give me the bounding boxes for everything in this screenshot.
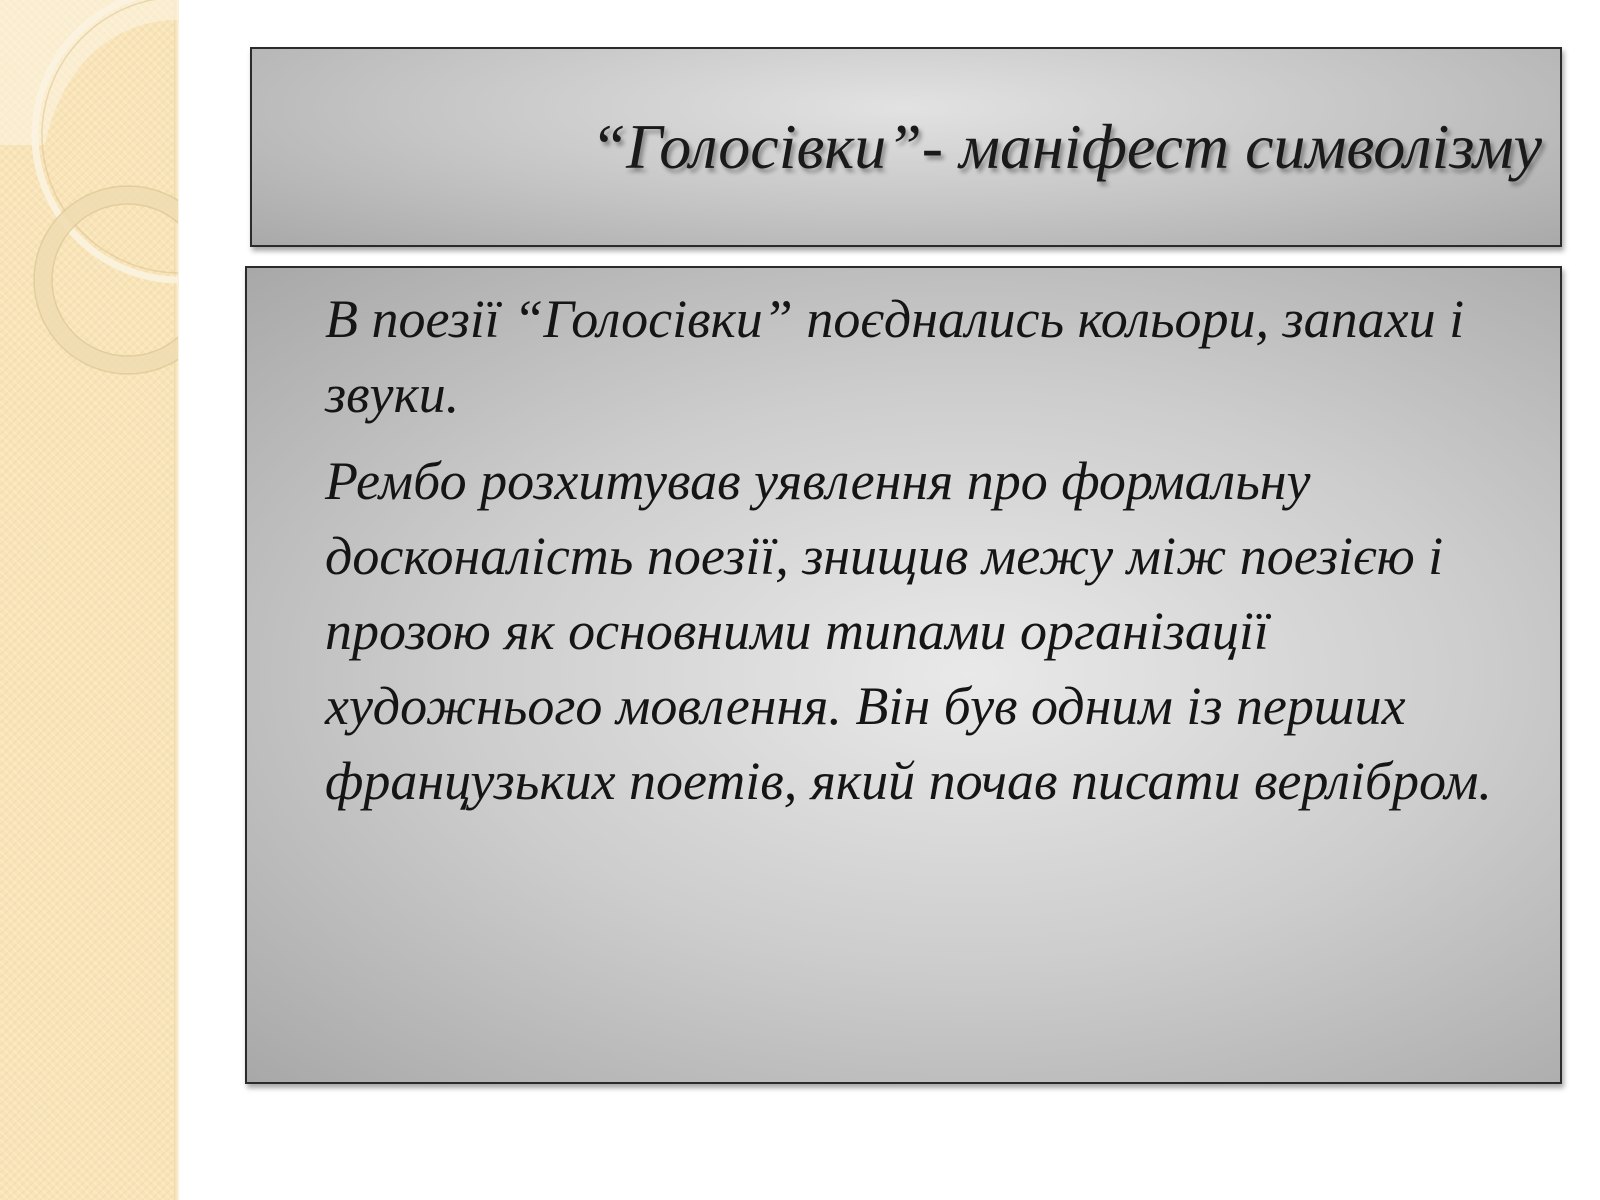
content-box xyxy=(245,266,1562,1084)
decorative-rings xyxy=(0,0,178,420)
paragraph-1: В поезії “Голосівки” поєднались кольори, запахи і звуки. xyxy=(325,289,1465,424)
content-text xyxy=(325,282,1525,831)
title-box xyxy=(250,47,1562,247)
slide-title: “Голосівки”- маніфест символізму xyxy=(590,111,1542,182)
paragraph-2: Рембо розхитував уявлення про формальну досконалість поезії, знищив межу між поезією і прозою як основними типами організації художнього мовлення. Він був одним із перших французьких поетів, який почав писати верлібром. xyxy=(325,451,1492,811)
